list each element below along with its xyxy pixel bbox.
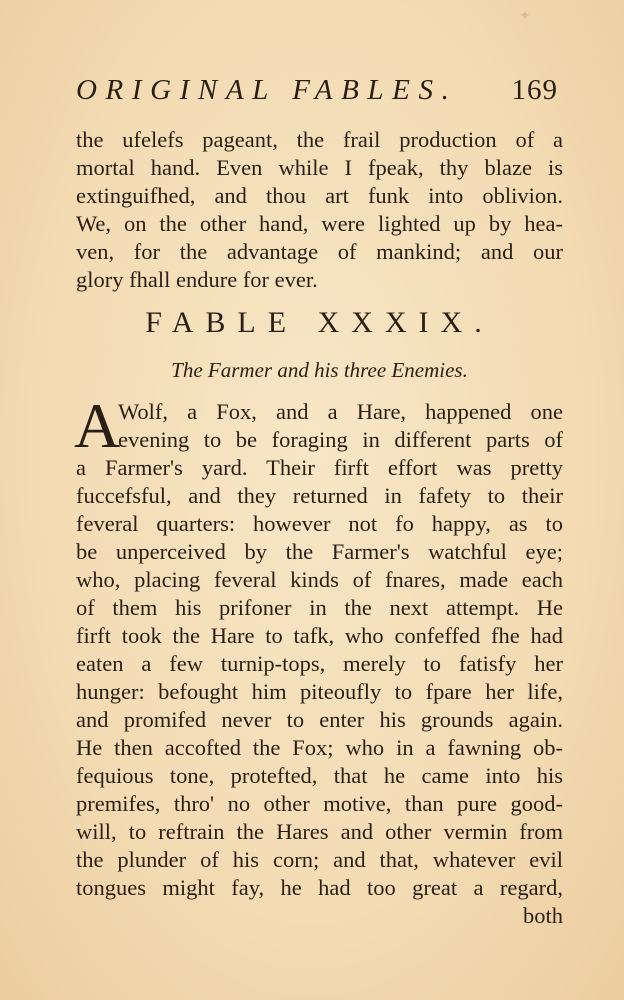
running-head: [76, 74, 562, 114]
text-line: firft took the Hare to tafk, who confeffed fhe had: [76, 623, 563, 648]
drop-cap: A: [74, 390, 121, 461]
text-line: the plunder of his corn; and that, whatever evil: [76, 847, 563, 872]
text-line: feveral quarters: however not fo happy, as to: [76, 511, 563, 536]
text-line: and promifed never to enter his grounds again.: [76, 707, 563, 732]
text-line: premifes, thro' no other motive, than pure good-: [76, 791, 563, 816]
text-line: fequious tone, protefted, that he came into his: [76, 763, 563, 788]
text-line: glory fhall endure for ever.: [76, 267, 318, 292]
text-line: a Farmer's yard. Their firft effort was pretty: [76, 455, 563, 480]
page-number: 169: [511, 74, 558, 106]
text-line: hunger: befought him piteoufly to fpare her life,: [76, 679, 563, 704]
text-line: eaten a few turnip-tops, merely to fatisfy her: [76, 651, 563, 676]
fable-heading: FABLE XXXIX.: [145, 306, 494, 339]
fable-subtitle: The Farmer and his three Enemies.: [171, 358, 468, 382]
catchword: both: [522, 903, 563, 928]
text-line: We, on the other hand, were lighted up by hea-: [76, 211, 563, 236]
text-line: mortal hand. Even while I fpeak, thy blaze is: [76, 155, 563, 180]
corner-ornament-icon: ✦: [519, 9, 531, 24]
text-line: evening to be foraging in different parts of: [118, 427, 563, 452]
text-line: of them his prifoner in the next attempt. He: [76, 595, 563, 620]
text-line: He then accofted the Fox; who in a fawning ob-: [76, 735, 563, 760]
text-line: the ufelefs pageant, the frail production of a: [76, 127, 563, 152]
text-line: extinguifhed, and thou art funk into oblivion.: [76, 183, 563, 208]
text-line: be unperceived by the Farmer's watchful eye;: [76, 539, 563, 564]
text-line: fuccefsful, and they returned in fafety to their: [76, 483, 563, 508]
running-title: ORIGINAL FABLES.: [76, 74, 458, 106]
text-line: will, to reftrain the Hares and other vermin from: [76, 819, 563, 844]
text-line: Wolf, a Fox, and a Hare, happened one: [118, 399, 563, 424]
text-line: tongues might fay, he had too great a regard,: [76, 875, 563, 900]
text-line: who, placing feveral kinds of fnares, made each: [76, 567, 563, 592]
text-line: ven, for the advantage of mankind; and our: [76, 239, 563, 264]
